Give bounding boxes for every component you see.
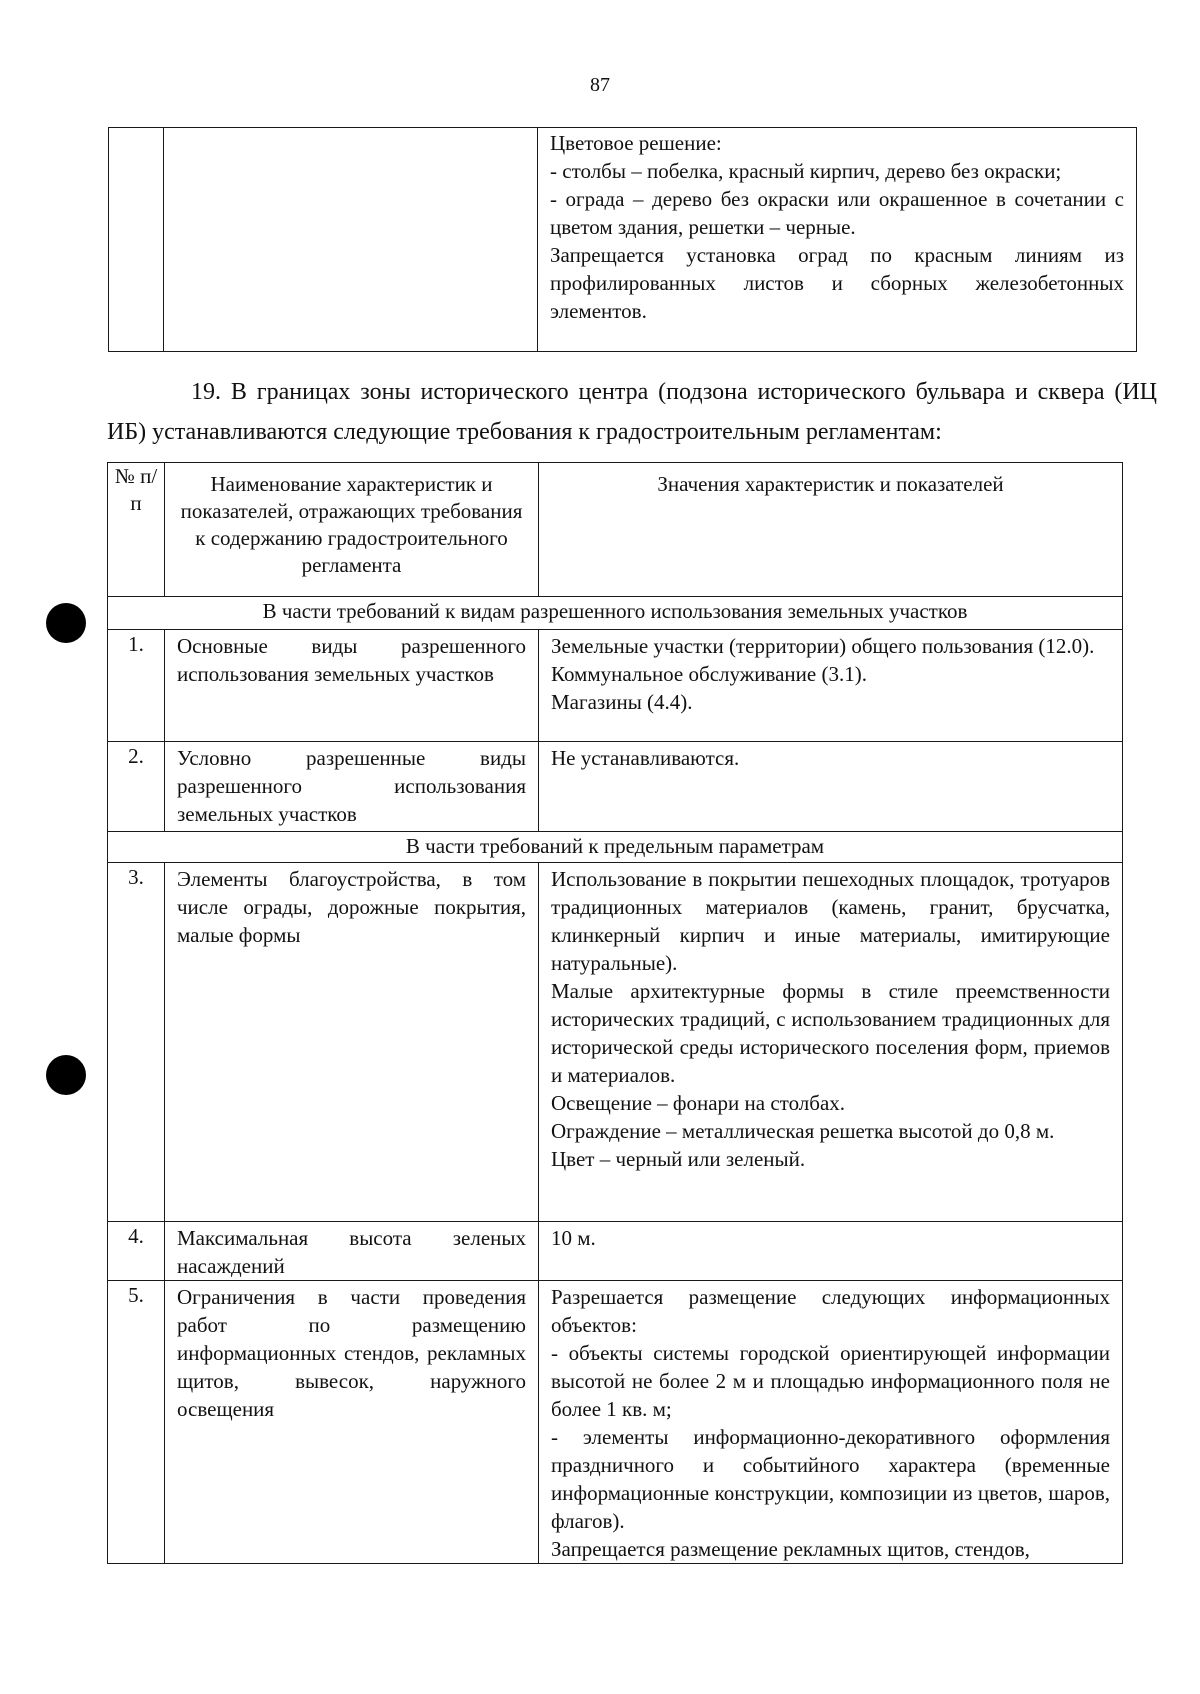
section-paragraph: 19. В границах зоны исторического центра (подзона исторического бульвара и сквера (ИЦ ИБ) устанавливаются следующие требования к градостроительным регламентам: bbox=[107, 379, 1157, 445]
row-name-cell bbox=[165, 863, 539, 1222]
page-number: 87 bbox=[590, 74, 610, 96]
table-row bbox=[108, 742, 1123, 832]
table-row bbox=[108, 1222, 1123, 1281]
row-name: Максимальная высота зеленых насаждений bbox=[177, 1226, 526, 1278]
row-number: 1. bbox=[108, 630, 165, 742]
section-heading-row bbox=[108, 597, 1123, 630]
row-name-cell bbox=[165, 630, 539, 742]
row-name: Условно разрешенные виды разрешенного использования земельных участков bbox=[177, 746, 526, 826]
row-name: Ограничения в части проведения работ по размещению информационных стендов, рекламных щитов, вывесок, наружного освещения bbox=[177, 1285, 526, 1421]
section-heading-row bbox=[108, 832, 1123, 863]
table-row bbox=[108, 630, 1123, 742]
header-name-cell bbox=[165, 463, 539, 597]
section-heading-limit-params: В части требований к предельным параметрам bbox=[108, 832, 1123, 863]
value-line: Использование в покрытии пешеходных площадок, тротуаров традиционных материалов (камень, гранит, брусчатка, клинкерный кирпич и иные материалы, имитирующие натуральные). bbox=[551, 867, 1110, 975]
prohibition-line: Запрещается установка оград по красным линиям из профилированных листов и сборных железобетонных элементов. bbox=[550, 243, 1124, 323]
row-name-cell bbox=[165, 742, 539, 832]
table-row bbox=[108, 1281, 1123, 1564]
value-line: Цвет – черный или зеленый. bbox=[551, 1147, 806, 1171]
row-number: 4. bbox=[108, 1222, 165, 1281]
requirements-table bbox=[107, 462, 1123, 1564]
value-line: - элементы информационно-декоративного оформления праздничного и событийного характера (временные информационные конструкции, композиции из цветов, шаров, флагов). bbox=[551, 1425, 1110, 1533]
row-number: 3. bbox=[108, 863, 165, 1222]
row-value: Не устанавливаются. bbox=[551, 746, 740, 770]
row-value-cell bbox=[539, 1222, 1123, 1281]
continued-table-row bbox=[109, 128, 1137, 352]
value-line: Земельные участки (территории) общего пользования (12.0). bbox=[551, 634, 1095, 658]
header-num: № п/п bbox=[114, 464, 158, 515]
value-line: Малые архитектурные формы в стиле преемственности исторических традиций, с использованием традиционных для исторической среды исторического поселения форм, приемов и материалов. bbox=[551, 979, 1110, 1087]
value-line: Ограждение – металлическая решетка высотой до 0,8 м. bbox=[551, 1119, 1055, 1143]
continued-value-cell bbox=[538, 128, 1137, 352]
continued-name-cell bbox=[164, 128, 538, 352]
row-value-cell bbox=[539, 863, 1123, 1222]
punch-hole-marker bbox=[46, 1055, 86, 1095]
row-name-cell bbox=[165, 1281, 539, 1564]
continued-table bbox=[108, 127, 1137, 352]
value-line: Запрещается размещение рекламных щитов, стендов, bbox=[551, 1537, 1030, 1561]
header-name: Наименование характеристик и показателей, отражающих требования к содержанию градостроительного регламента bbox=[180, 472, 523, 577]
header-value-cell bbox=[539, 463, 1123, 597]
value-line: Разрешается размещение следующих информационных объектов: bbox=[551, 1285, 1110, 1337]
table-header-row bbox=[108, 463, 1123, 597]
row-number: 2. bbox=[108, 742, 165, 832]
section-heading-permitted-use: В части требований к видам разрешенного использования земельных участков bbox=[108, 597, 1123, 630]
row-value-cell bbox=[539, 630, 1123, 742]
row-name: Основные виды разрешенного использования земельных участков bbox=[177, 634, 526, 686]
table-row bbox=[108, 863, 1123, 1222]
value-line: Освещение – фонари на столбах. bbox=[551, 1091, 846, 1115]
row-value-cell bbox=[539, 1281, 1123, 1564]
header-num-cell bbox=[108, 463, 165, 597]
header-value: Значения характеристик и показателей bbox=[657, 472, 1004, 496]
row-value-cell bbox=[539, 742, 1123, 832]
row-value: 10 м. bbox=[551, 1226, 596, 1250]
row-name-cell bbox=[165, 1222, 539, 1281]
punch-hole-marker bbox=[46, 603, 86, 643]
value-line: Магазины (4.4). bbox=[551, 690, 693, 714]
value-line: Коммунальное обслуживание (3.1). bbox=[551, 662, 867, 686]
continued-num-cell bbox=[109, 128, 164, 352]
row-name: Элементы благоустройства, в том числе ограды, дорожные покрытия, малые формы bbox=[177, 867, 526, 947]
row-number: 5. bbox=[108, 1281, 165, 1564]
fence-line: - ограда – дерево без окраски или окрашенное в сочетании с цветом здания, решетки – черные. bbox=[550, 187, 1124, 239]
color-solution-line: Цветовое решение: bbox=[550, 131, 722, 155]
pillars-line: - столбы – побелка, красный кирпич, дерево без окраски; bbox=[550, 159, 1062, 183]
value-line: - объекты системы городской ориентирующей информации высотой не более 2 м и площадью информационного поля не более 1 кв. м; bbox=[551, 1341, 1110, 1421]
